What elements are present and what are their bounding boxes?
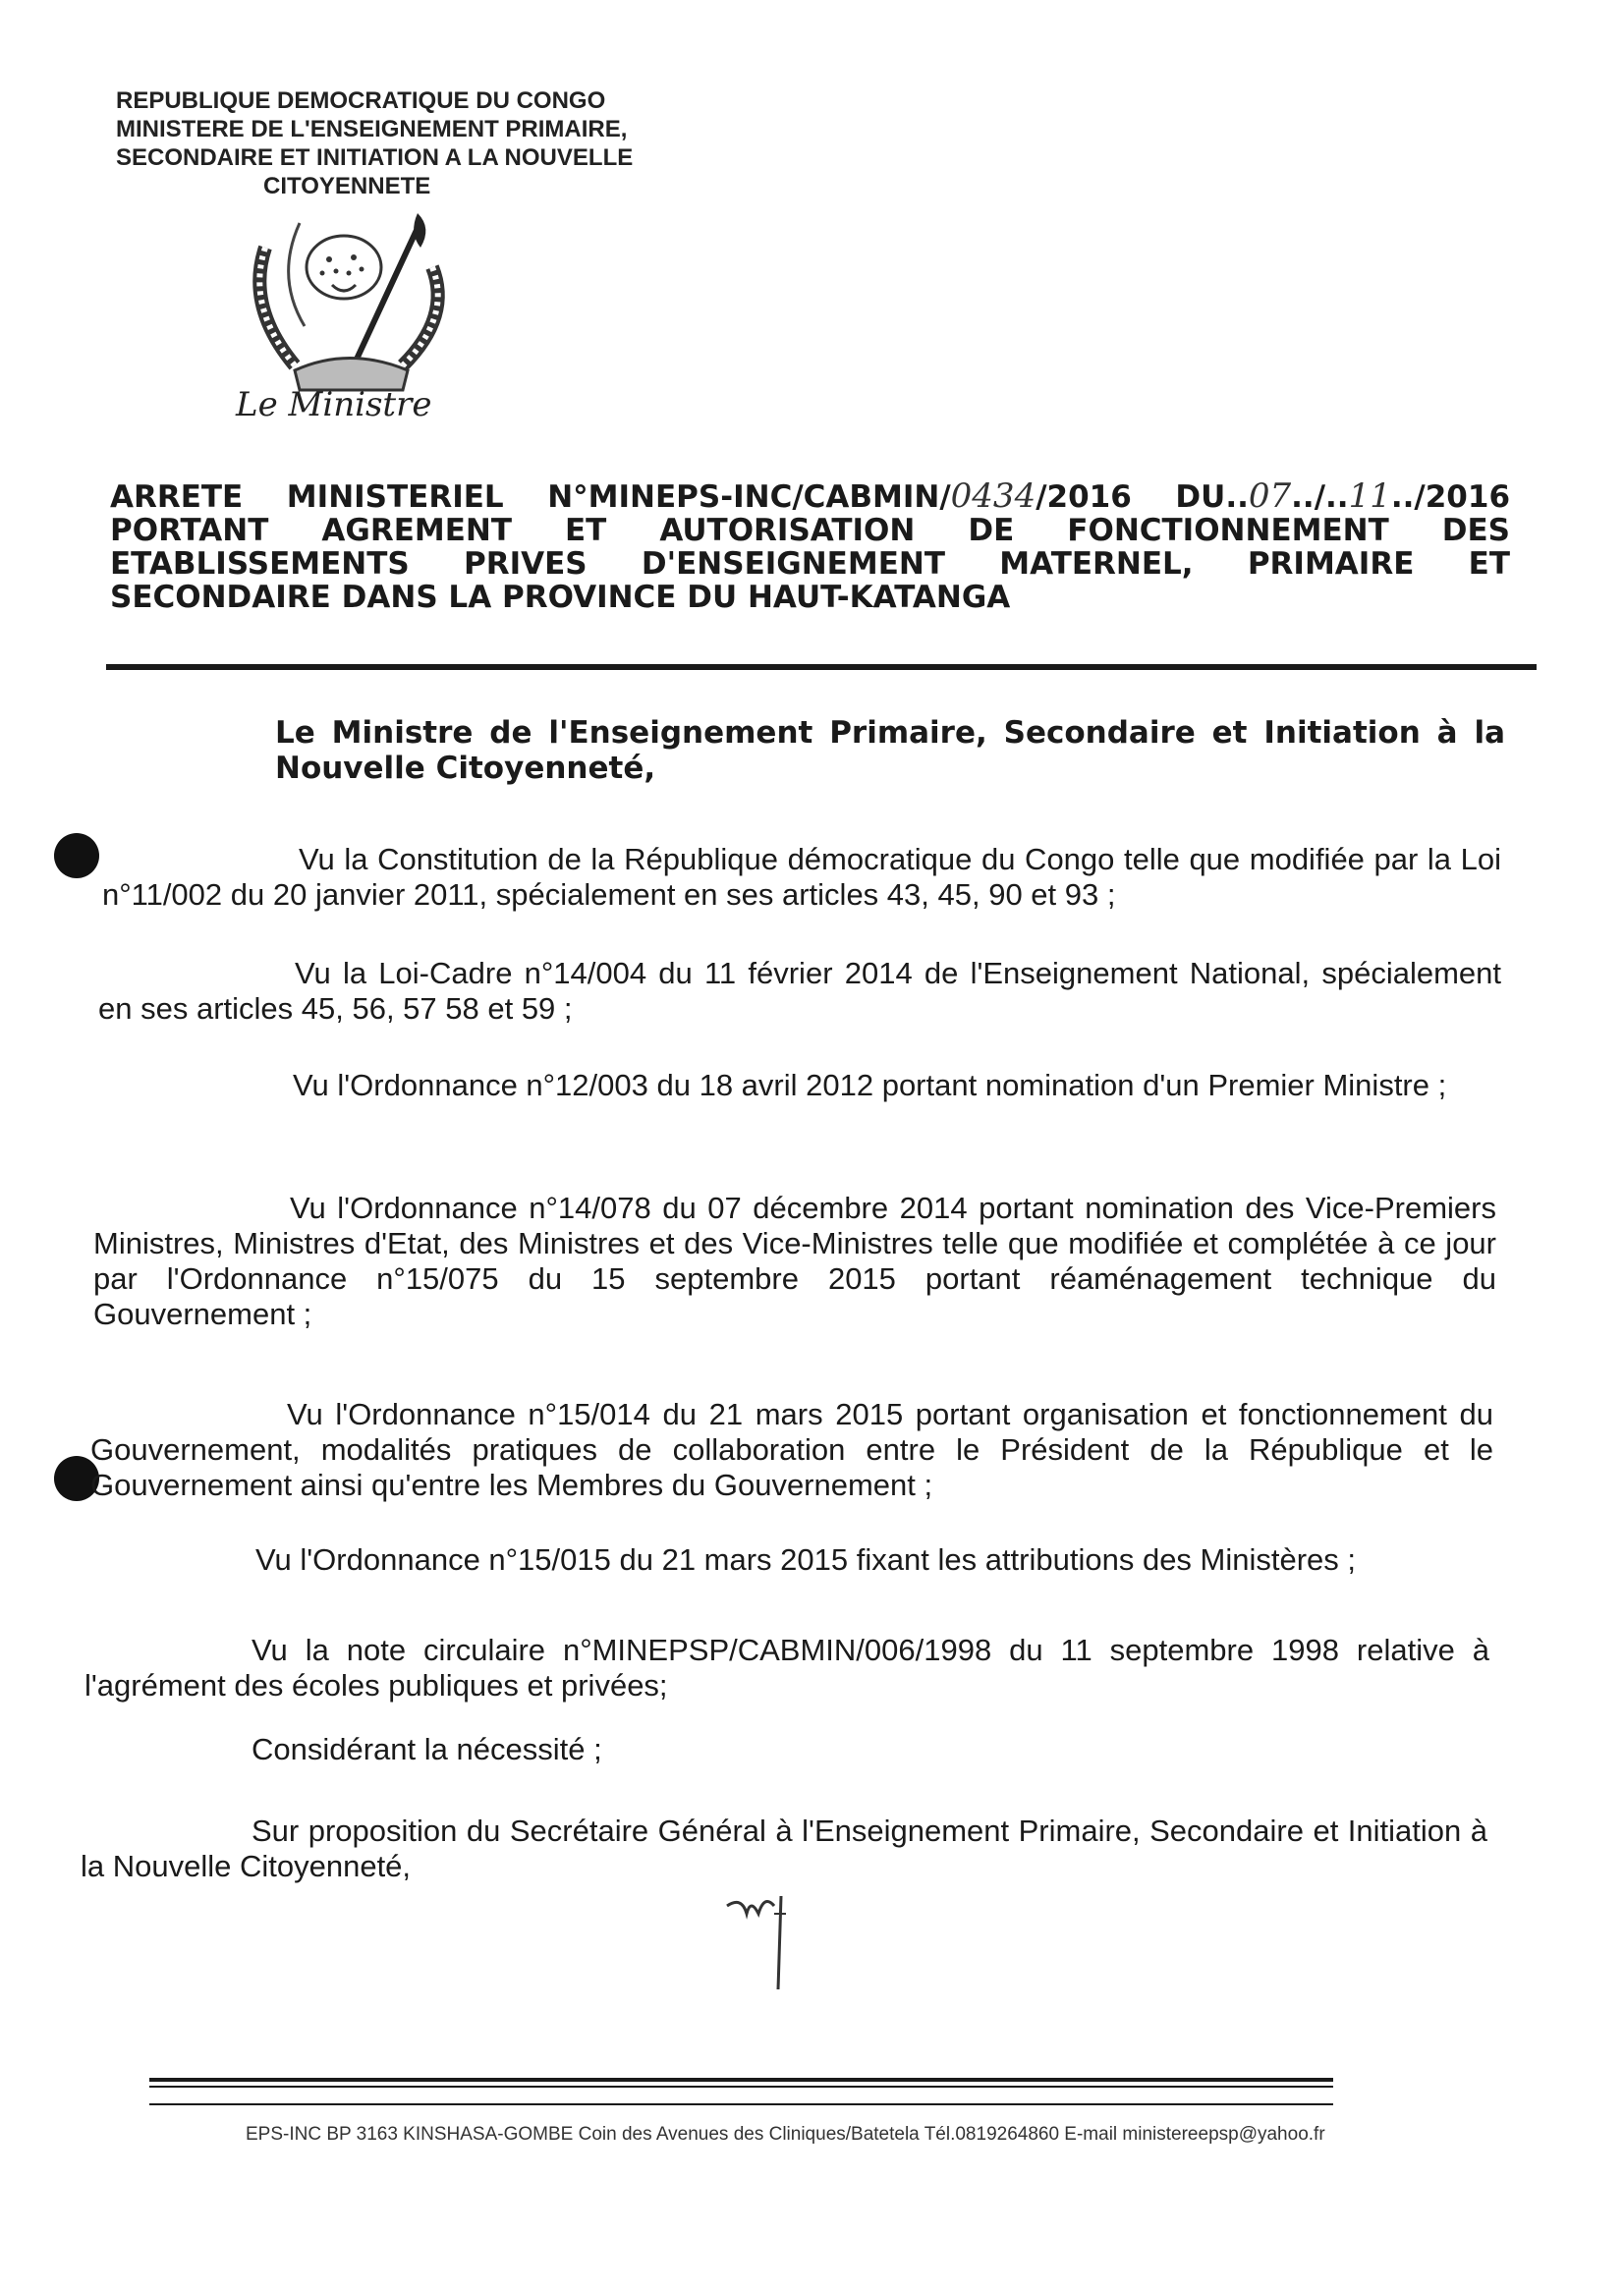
title-year: /2016 <box>1036 479 1132 515</box>
title-date-year: /2016 <box>1414 479 1511 515</box>
coat-of-arms-emblem <box>236 208 462 395</box>
handwritten-number: 0434 <box>950 476 1036 516</box>
handwritten-initials <box>688 1886 825 2004</box>
recital-paragraph: Vu l'Ordonnance n°14/078 du 07 décembre 2014 portant nomination des Vice-Premiers Ministres, Ministres d'Etat, des Ministres et des Vice-Ministres telle que modifiée et complétée à ce jour par l'Ordonnance n°15/075 du 15 septembre 2015 portant réaménagement technique du Gouvernement ; <box>93 1191 1496 1331</box>
letterhead-line: SECONDAIRE ET INITIATION A LA NOUVELLE <box>116 144 634 171</box>
title-prefix: ARRETE MINISTERIEL N°MINEPS-INC/CABMIN/ <box>110 479 951 515</box>
recital-paragraph: Vu la Constitution de la République démocratique du Congo telle que modifiée par la Loi n°11/002 du 20 janvier 2011, spécialement en ses articles 43, 45, 90 et 93 ; <box>102 842 1501 912</box>
recital-paragraph: Vu la note circulaire n°MINEPSP/CABMIN/006/1998 du 11 septembre 1998 relative à l'agrément des écoles publiques et privées; <box>84 1633 1489 1703</box>
recital-paragraph: Vu l'Ordonnance n°12/003 du 18 avril 2012 portant nomination d'un Premier Ministre ; <box>293 1068 1447 1102</box>
recital-paragraph: Vu l'Ordonnance n°15/015 du 21 mars 2015 fixant les attributions des Ministères ; <box>255 1542 1357 1577</box>
letterhead-line: MINISTERE DE L'ENSEIGNEMENT PRIMAIRE, <box>116 116 628 142</box>
footer-divider <box>149 2103 1333 2105</box>
punch-hole <box>54 833 99 878</box>
footer-address: EPS-INC BP 3163 KINSHASA-GOMBE Coin des Avenues des Cliniques/Batetela Tél.0819264860 E-mail ministereepsp@yahoo.fr <box>246 2124 1325 2145</box>
recital-paragraph: Considérant la nécessité ; <box>252 1732 602 1766</box>
footer-divider <box>149 2078 1333 2082</box>
minister-intro: Le Ministre de l'Enseignement Primaire, Secondaire et Initiation à la Nouvelle Citoyenneté, <box>275 715 1505 786</box>
letterhead-line: CITOYENNETE <box>263 173 431 199</box>
handwritten-month: 11 <box>1348 476 1391 516</box>
decree-title <box>110 476 1511 615</box>
title-line-3: ETABLISSEMENTS PRIVES D'ENSEIGNEMENT MATERNEL, PRIMAIRE ET <box>110 546 1510 582</box>
title-divider <box>106 664 1537 670</box>
signature-title: Le Ministre <box>236 385 432 424</box>
title-line-4: SECONDAIRE DANS LA PROVINCE DU HAUT-KATANGA <box>110 580 1011 615</box>
letterhead-line: REPUBLIQUE DEMOCRATIQUE DU CONGO <box>116 87 606 114</box>
title-line-2: PORTANT AGREMENT ET AUTORISATION DE FONCTIONNEMENT DES <box>110 513 1510 548</box>
letterhead <box>116 86 686 200</box>
title-line-1: ARRETE MINISTERIEL N°MINEPS-INC/CABMIN/0434/2016 DU..07../..11../2016 <box>110 476 1511 516</box>
footer-divider <box>149 2086 1333 2088</box>
title-du: DU <box>1175 479 1226 515</box>
recital-paragraph: Vu l'Ordonnance n°15/014 du 21 mars 2015 portant organisation et fonctionnement du Gouvernement, modalités pratiques de collaboration entre le Président de la République et le Gouvernement ainsi qu'entre les Membres du Gouvernement ; <box>90 1397 1493 1502</box>
recital-paragraph: Vu la Loi-Cadre n°14/004 du 11 février 2014 de l'Enseignement National, spécialement en ses articles 45, 56, 57 58 et 59 ; <box>98 956 1501 1026</box>
recital-paragraph: Sur proposition du Secrétaire Général à l'Enseignement Primaire, Secondaire et Initiation à la Nouvelle Citoyenneté, <box>81 1814 1487 1883</box>
handwritten-day: 07 <box>1248 476 1292 516</box>
